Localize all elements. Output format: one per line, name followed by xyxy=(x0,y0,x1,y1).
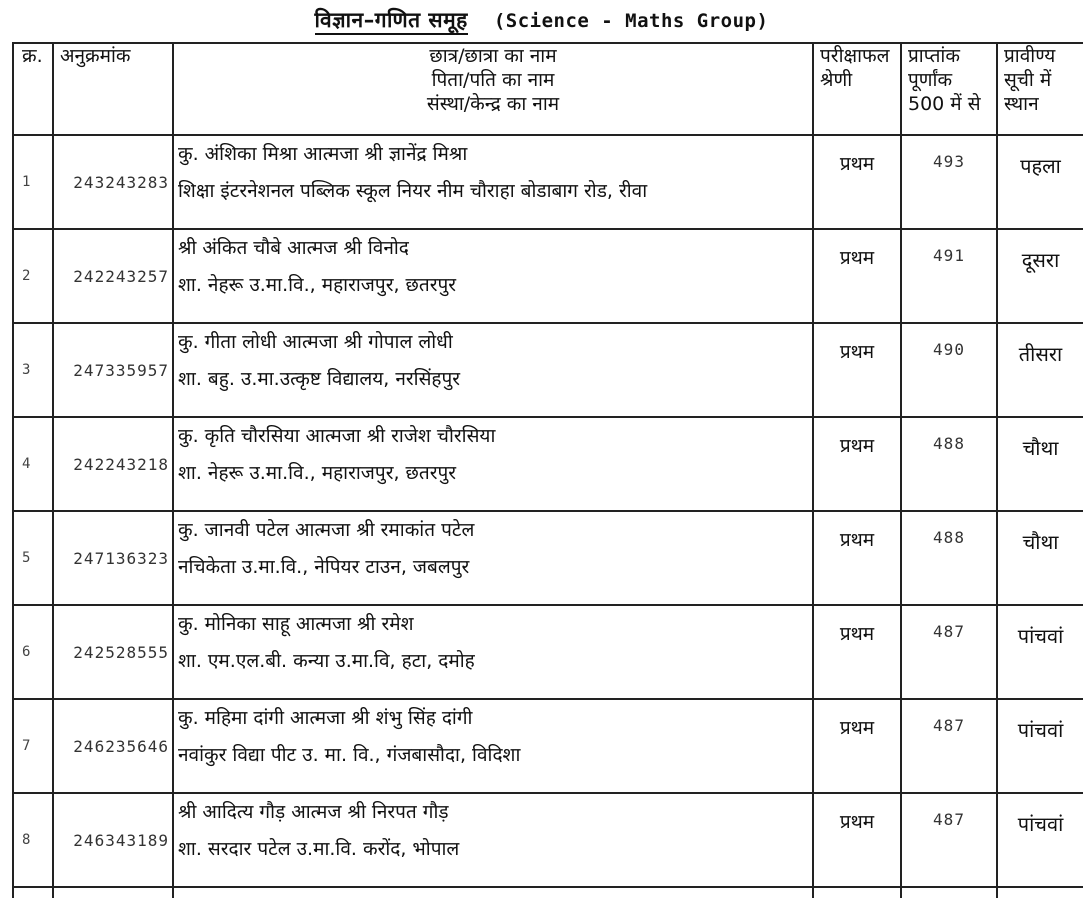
row-rank: पांचवां xyxy=(997,699,1083,793)
header-rank-line-3: स्थान xyxy=(1004,93,1039,115)
header-rank xyxy=(997,43,1083,135)
school-name: शा. नेहरू उ.मा.वि., महाराजपुर, छतरपुर xyxy=(178,274,457,296)
table-row xyxy=(13,511,1083,605)
header-rank-line-1: प्रावीण्य xyxy=(1004,45,1056,67)
row-name-cell xyxy=(173,229,813,323)
row-marks: 490 xyxy=(901,323,997,417)
school-name: नचिकेता उ.मा.वि., नेपियर टाउन, जबलपुर xyxy=(178,556,470,578)
row-result: प्रथम xyxy=(813,699,901,793)
empty-cell xyxy=(901,887,997,898)
row-rank: तीसरा xyxy=(997,323,1083,417)
student-name: कु. महिमा दांगी आत्मजा श्री शंभु सिंह दांगी xyxy=(178,707,473,729)
row-name-cell xyxy=(173,699,813,793)
header-name-line-3: संस्था/केन्द्र का नाम xyxy=(426,93,560,115)
school-name: शा. नेहरू उ.मा.वि., महाराजपुर, छतरपुर xyxy=(178,462,457,484)
header-roll: अनुक्रमांक xyxy=(53,43,173,135)
row-roll: 242528555 xyxy=(53,605,173,699)
table-row-partial xyxy=(13,887,1083,898)
row-roll: 246343189 xyxy=(53,793,173,887)
header-name-line-2: पिता/पति का नाम xyxy=(431,69,555,91)
row-sno: 7 xyxy=(13,699,53,793)
header-name xyxy=(173,43,813,135)
row-result: प्रथम xyxy=(813,135,901,229)
table-row xyxy=(13,417,1083,511)
row-name-cell xyxy=(173,323,813,417)
empty-cell xyxy=(813,887,901,898)
row-sno: 2 xyxy=(13,229,53,323)
row-sno: 8 xyxy=(13,793,53,887)
row-result: प्रथम xyxy=(813,605,901,699)
row-marks: 491 xyxy=(901,229,997,323)
merit-list-table xyxy=(12,42,1083,898)
row-name-cell xyxy=(173,417,813,511)
row-sno: 6 xyxy=(13,605,53,699)
header-row xyxy=(13,43,1083,135)
row-name-cell xyxy=(173,605,813,699)
row-sno: 5 xyxy=(13,511,53,605)
student-name: कु. अंशिका मिश्रा आत्मजा श्री ज्ञानेंद्र मिश्रा xyxy=(178,143,468,165)
student-name: कु. गीता लोधी आत्मजा श्री गोपाल लोधी xyxy=(178,331,453,353)
row-sno: 4 xyxy=(13,417,53,511)
row-roll: 242243257 xyxy=(53,229,173,323)
student-name: कु. मोनिका साहू आत्मजा श्री रमेश xyxy=(178,613,414,635)
header-sno: क्र. xyxy=(13,43,53,135)
header-marks-line-1: प्राप्तांक xyxy=(908,45,960,67)
student-name: श्री अंकित चौबे आत्मज श्री विनोद xyxy=(178,237,409,259)
header-result-line-2: श्रेणी xyxy=(820,69,853,91)
row-marks: 488 xyxy=(901,417,997,511)
table-row xyxy=(13,323,1083,417)
row-name-cell xyxy=(173,793,813,887)
empty-cell xyxy=(13,887,53,898)
empty-cell xyxy=(173,887,813,898)
student-name: कु. कृति चौरसिया आत्मजा श्री राजेश चौरसिया xyxy=(178,425,496,447)
header-marks-line-3: 500 में से xyxy=(908,93,981,115)
school-name: शिक्षा इंटरनेशनल पब्लिक स्कूल नियर नीम चौराहा बोडाबाग रोड, रीवा xyxy=(178,180,648,202)
title-hindi: विज्ञान–गणित समूह xyxy=(315,8,468,35)
table-row xyxy=(13,135,1083,229)
row-marks: 487 xyxy=(901,699,997,793)
header-marks-line-2: पूर्णांक xyxy=(908,69,953,91)
row-sno: 3 xyxy=(13,323,53,417)
row-rank: पांचवां xyxy=(997,605,1083,699)
row-result: प्रथम xyxy=(813,229,901,323)
header-rank-line-2: सूची में xyxy=(1004,69,1052,91)
row-roll: 246235646 xyxy=(53,699,173,793)
table-row xyxy=(13,229,1083,323)
header-result xyxy=(813,43,901,135)
table-row xyxy=(13,793,1083,887)
empty-cell xyxy=(997,887,1083,898)
header-marks xyxy=(901,43,997,135)
row-result: प्रथम xyxy=(813,511,901,605)
row-name-cell xyxy=(173,135,813,229)
school-name: शा. बहु. उ.मा.उत्कृष्ट विद्यालय, नरसिंहपुर xyxy=(178,368,461,390)
student-name: कु. जानवी पटेल आत्मजा श्री रमाकांत पटेल xyxy=(178,519,475,541)
row-rank: चौथा xyxy=(997,417,1083,511)
row-name-cell xyxy=(173,511,813,605)
row-rank: पांचवां xyxy=(997,793,1083,887)
row-marks: 487 xyxy=(901,605,997,699)
row-rank: चौथा xyxy=(997,511,1083,605)
row-roll: 247136323 xyxy=(53,511,173,605)
row-rank: दूसरा xyxy=(997,229,1083,323)
row-result: प्रथम xyxy=(813,417,901,511)
row-result: प्रथम xyxy=(813,323,901,417)
school-name: नवांकुर विद्या पीट उ. मा. वि., गंजबासौदा, विदिशा xyxy=(178,744,521,766)
row-marks: 488 xyxy=(901,511,997,605)
page-title xyxy=(0,6,1083,34)
row-roll: 242243218 xyxy=(53,417,173,511)
title-english: (Science - Maths Group) xyxy=(493,10,769,32)
row-roll: 243243283 xyxy=(53,135,173,229)
school-name: शा. सरदार पटेल उ.मा.वि. करोंद, भोपाल xyxy=(178,838,460,860)
row-roll: 247335957 xyxy=(53,323,173,417)
header-result-line-1: परीक्षाफल xyxy=(820,45,890,67)
school-name: शा. एम.एल.बी. कन्या उ.मा.वि, हटा, दमोह xyxy=(178,650,475,672)
row-marks: 487 xyxy=(901,793,997,887)
table-row xyxy=(13,605,1083,699)
row-sno: 1 xyxy=(13,135,53,229)
student-name: श्री आदित्य गौड़ आत्मज श्री निरपत गौड़ xyxy=(178,801,449,823)
row-result: प्रथम xyxy=(813,793,901,887)
header-name-line-1: छात्र/छात्रा का नाम xyxy=(429,45,557,67)
row-marks: 493 xyxy=(901,135,997,229)
row-rank: पहला xyxy=(997,135,1083,229)
empty-cell xyxy=(53,887,173,898)
table-row xyxy=(13,699,1083,793)
